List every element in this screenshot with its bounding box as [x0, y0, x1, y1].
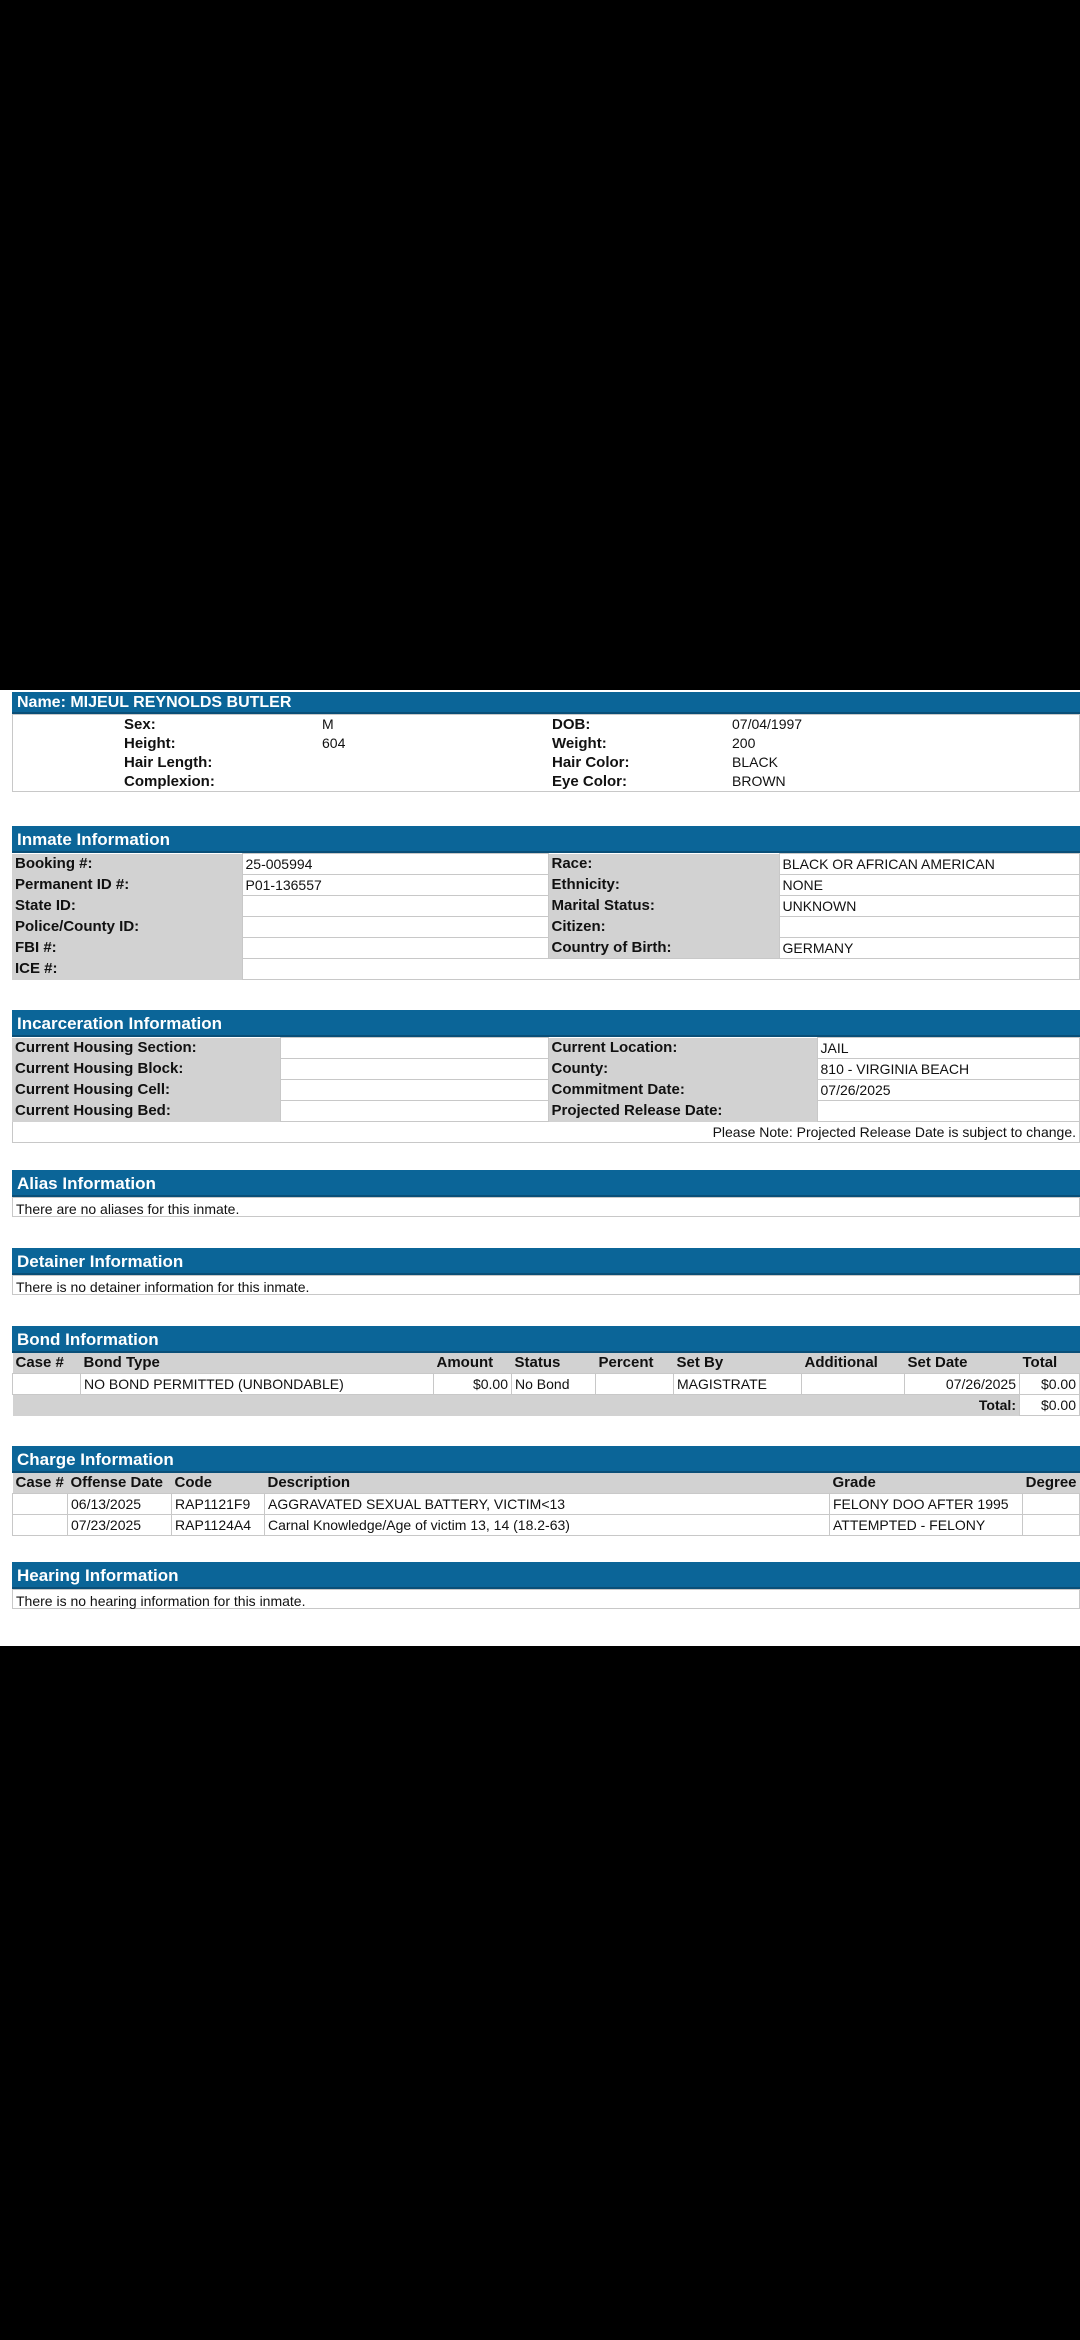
- col-degree: Degree: [1023, 1473, 1080, 1494]
- cell-grade: FELONY DOO AFTER 1995: [830, 1494, 1023, 1515]
- field-value: P01-136557: [242, 875, 548, 896]
- incarceration-information-header: Incarceration Information: [12, 1010, 1080, 1037]
- cell-code: RAP1124A4: [172, 1515, 265, 1536]
- col-case: Case #: [13, 1353, 81, 1374]
- inmate-information-section: [12, 826, 1080, 980]
- field-value: UNKNOWN: [779, 896, 1080, 917]
- cell-degree: [1023, 1515, 1080, 1536]
- charge-information-section: [12, 1446, 1080, 1536]
- name-section: [12, 692, 1080, 792]
- field-label: Citizen:: [548, 917, 779, 938]
- field-value: [280, 1101, 548, 1122]
- cell-total: $0.00: [1020, 1374, 1080, 1395]
- cell-code: RAP1121F9: [172, 1494, 265, 1515]
- cell-offense-date: 06/13/2025: [68, 1494, 172, 1515]
- field-label: Weight:: [552, 735, 607, 752]
- detainer-message: There is no detainer information for this inmate.: [12, 1275, 1080, 1295]
- col-description: Description: [265, 1473, 830, 1494]
- cell-description: Carnal Knowledge/Age of victim 13, 14 (18.2-63): [265, 1515, 830, 1536]
- field-label: County:: [548, 1059, 817, 1080]
- field-label: Permanent ID #:: [12, 875, 242, 896]
- field-label: Eye Color:: [552, 773, 628, 790]
- field-value: [242, 938, 548, 959]
- field-value: [319, 772, 549, 791]
- info-row: [12, 1080, 1080, 1101]
- cell-set-by: MAGISTRATE: [674, 1374, 802, 1395]
- field-value: 07/26/2025: [817, 1080, 1080, 1101]
- bond-table: [12, 1353, 1080, 1416]
- info-row: [12, 917, 1080, 938]
- field-value: [280, 1080, 548, 1101]
- charge-table: [12, 1473, 1080, 1536]
- field-label: Current Housing Section:: [12, 1038, 280, 1059]
- cell-description: AGGRAVATED SEXUAL BATTERY, VICTIM<13: [265, 1494, 830, 1515]
- inmate-record-sheet: [0, 690, 1080, 1646]
- alias-message: There are no aliases for this inmate.: [12, 1197, 1080, 1217]
- field-value: GERMANY: [779, 938, 1080, 959]
- field-label: Height:: [124, 735, 176, 752]
- hearing-message: There is no hearing information for this inmate.: [12, 1589, 1080, 1609]
- name-row: [13, 734, 1079, 753]
- field-label: DOB:: [552, 716, 591, 733]
- col-code: Code: [172, 1473, 265, 1494]
- cell-case: [13, 1374, 81, 1395]
- release-date-note: Please Note: Projected Release Date is subject to change.: [12, 1122, 1080, 1143]
- cell-percent: [596, 1374, 674, 1395]
- field-value: 604: [322, 735, 346, 751]
- info-row: [12, 896, 1080, 917]
- field-value: [280, 1059, 548, 1080]
- field-label: Hair Color:: [552, 754, 630, 771]
- info-row: [12, 1038, 1080, 1059]
- field-value: BROWN: [732, 773, 786, 789]
- alias-information-header: Alias Information: [12, 1170, 1080, 1197]
- inmate-information-header: Inmate Information: [12, 826, 1080, 853]
- incarceration-information-table: [12, 1037, 1080, 1122]
- field-label: Hair Length:: [124, 754, 213, 771]
- table-row: [13, 1374, 1080, 1395]
- col-total: Total: [1020, 1353, 1080, 1374]
- field-label: Police/County ID:: [12, 917, 242, 938]
- info-row: [12, 1101, 1080, 1122]
- cell-grade: ATTEMPTED - FELONY: [830, 1515, 1023, 1536]
- bond-information-section: [12, 1326, 1080, 1353]
- table-row: [13, 1494, 1080, 1515]
- name-details-box: [12, 714, 1080, 792]
- field-value: 810 - VIRGINIA BEACH: [817, 1059, 1080, 1080]
- cell-amount: $0.00: [434, 1374, 512, 1395]
- cell-set-date: 07/26/2025: [905, 1374, 1020, 1395]
- field-label: FBI #:: [12, 938, 242, 959]
- col-grade: Grade: [830, 1473, 1023, 1494]
- detainer-information-section: [12, 1248, 1080, 1295]
- total-value: $0.00: [1020, 1395, 1080, 1416]
- info-row: [12, 854, 1080, 875]
- incarceration-information-section: [12, 1010, 1080, 1143]
- field-label: Marital Status:: [548, 896, 779, 917]
- col-amount: Amount: [434, 1353, 512, 1374]
- cell-offense-date: 07/23/2025: [68, 1515, 172, 1536]
- field-value: [242, 917, 548, 938]
- charge-header-row: [13, 1473, 1080, 1494]
- field-label: Current Housing Cell:: [12, 1080, 280, 1101]
- name-details-table: [13, 715, 1079, 791]
- name-row: [13, 772, 1079, 791]
- name-header: Name: MIJEUL REYNOLDS BUTLER: [12, 692, 1080, 714]
- cell-bond-type: NO BOND PERMITTED (UNBONDABLE): [81, 1374, 434, 1395]
- detainer-information-header: Detainer Information: [12, 1248, 1080, 1275]
- bond-header-row: [13, 1353, 1080, 1374]
- field-value: JAIL: [817, 1038, 1080, 1059]
- col-status: Status: [512, 1353, 596, 1374]
- field-value: 200: [732, 735, 756, 751]
- total-label: Total:: [13, 1395, 1020, 1416]
- field-value: [817, 1101, 1080, 1122]
- cell-case: [13, 1494, 68, 1515]
- field-label: Booking #:: [12, 854, 242, 875]
- field-value: BLACK: [732, 754, 778, 770]
- col-set-by: Set By: [674, 1353, 802, 1374]
- hearing-information-section: [12, 1562, 1080, 1609]
- name-row: [13, 753, 1079, 772]
- field-value: [242, 959, 1080, 980]
- field-label: Complexion:: [124, 773, 215, 790]
- field-value: [319, 753, 549, 772]
- col-additional: Additional: [802, 1353, 905, 1374]
- inmate-information-table: [12, 853, 1080, 980]
- col-offense-date: Offense Date: [68, 1473, 172, 1494]
- info-row: [12, 959, 1080, 980]
- field-value: 25-005994: [242, 854, 548, 875]
- cell-degree: [1023, 1494, 1080, 1515]
- field-label: Country of Birth:: [548, 938, 779, 959]
- field-value: NONE: [779, 875, 1080, 896]
- field-label: Current Location:: [548, 1038, 817, 1059]
- field-value: BLACK OR AFRICAN AMERICAN: [779, 854, 1080, 875]
- field-label: Current Housing Block:: [12, 1059, 280, 1080]
- charge-information-header: Charge Information: [12, 1446, 1080, 1473]
- field-label: Current Housing Bed:: [12, 1101, 280, 1122]
- field-value: [242, 896, 548, 917]
- col-percent: Percent: [596, 1353, 674, 1374]
- col-set-date: Set Date: [905, 1353, 1020, 1374]
- info-row: [12, 1059, 1080, 1080]
- field-label: State ID:: [12, 896, 242, 917]
- bond-table-wrap: [12, 1353, 1080, 1416]
- field-label: Ethnicity:: [548, 875, 779, 896]
- alias-information-section: [12, 1170, 1080, 1217]
- info-row: [12, 875, 1080, 896]
- col-case: Case #: [13, 1473, 68, 1494]
- info-row: [12, 938, 1080, 959]
- name-row: [13, 715, 1079, 734]
- col-bond-type: Bond Type: [81, 1353, 434, 1374]
- cell-status: No Bond: [512, 1374, 596, 1395]
- hearing-information-header: Hearing Information: [12, 1562, 1080, 1589]
- field-value: [280, 1038, 548, 1059]
- field-label: ICE #:: [12, 959, 242, 980]
- field-label: Race:: [548, 854, 779, 875]
- cell-case: [13, 1515, 68, 1536]
- field-label: Commitment Date:: [548, 1080, 817, 1101]
- field-value: [779, 917, 1080, 938]
- bond-total-row: [13, 1395, 1080, 1416]
- cell-additional: [802, 1374, 905, 1395]
- table-row: [13, 1515, 1080, 1536]
- bond-information-header: Bond Information: [12, 1326, 1080, 1353]
- field-label: Projected Release Date:: [548, 1101, 817, 1122]
- field-label: Sex:: [124, 716, 156, 733]
- field-value: M: [322, 716, 334, 732]
- field-value: 07/04/1997: [732, 716, 803, 732]
